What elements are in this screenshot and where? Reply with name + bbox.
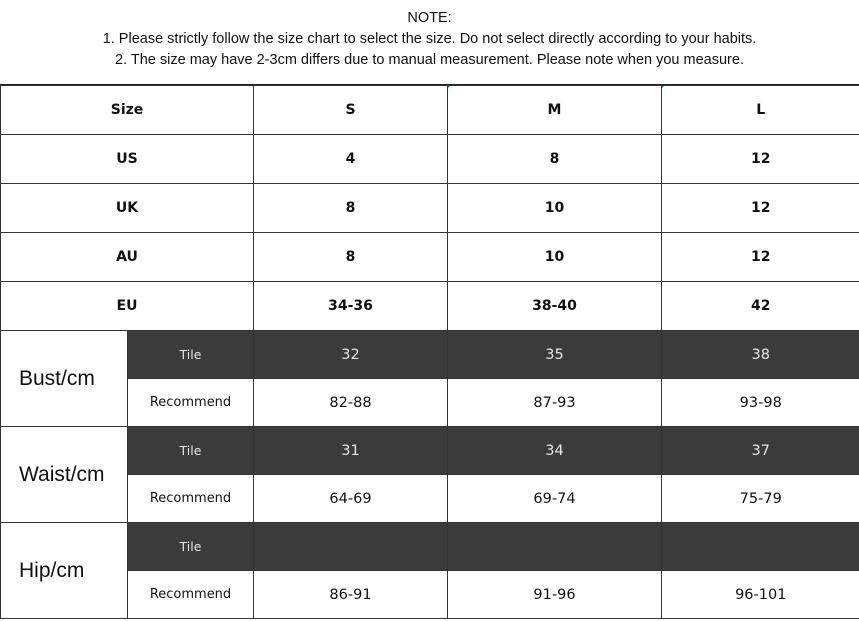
recommend-value: 96-101 (662, 571, 859, 619)
region-value: 10 (448, 184, 662, 233)
tile-label: Tile (128, 427, 254, 475)
waist-label: Waist/cm (1, 427, 128, 523)
tile-label: Tile (128, 523, 254, 571)
size-header-row (1, 86, 859, 135)
region-value: 12 (662, 184, 859, 233)
recommend-label: Recommend (128, 571, 254, 619)
tile-value: 38 (662, 331, 859, 379)
note-line-1: 1. Please strictly follow the size chart to select the size. Do not select directly according to your habits. (102, 31, 757, 47)
waist-tile-row (1, 427, 859, 475)
tile-value (448, 523, 662, 571)
size-s-header: S (254, 86, 448, 135)
note-title: NOTE: (407, 10, 452, 26)
recommend-value: 64-69 (254, 475, 448, 523)
recommend-value: 91-96 (448, 571, 662, 619)
tile-value: 34 (448, 427, 662, 475)
hip-tile-row (1, 523, 859, 571)
recommend-value: 93-98 (662, 379, 859, 427)
note-line-2: 2. The size may have 2-3cm differs due to manual measurement. Please note when you measure. (115, 52, 744, 68)
region-value: 34-36 (254, 282, 448, 331)
region-value: 12 (662, 135, 859, 184)
region-label: AU (1, 233, 254, 282)
region-label: UK (1, 184, 254, 233)
tile-label: Tile (128, 331, 254, 379)
recommend-value: 69-74 (448, 475, 662, 523)
bust-recommend-row (1, 379, 859, 427)
recommend-value: 86-91 (254, 571, 448, 619)
size-note (0, 0, 859, 85)
hip-recommend-row (1, 571, 859, 619)
hip-label: Hip/cm (1, 523, 128, 619)
region-value: 8 (448, 135, 662, 184)
bust-label: Bust/cm (1, 331, 128, 427)
tile-value: 35 (448, 331, 662, 379)
recommend-value: 87-93 (448, 379, 662, 427)
region-row-uk (1, 184, 859, 233)
recommend-label: Recommend (128, 475, 254, 523)
recommend-value: 82-88 (254, 379, 448, 427)
recommend-label: Recommend (128, 379, 254, 427)
bust-tile-row (1, 331, 859, 379)
region-value: 8 (254, 233, 448, 282)
region-value: 8 (254, 184, 448, 233)
region-row-us (1, 135, 859, 184)
region-label: EU (1, 282, 254, 331)
waist-recommend-row (1, 475, 859, 523)
region-value: 38-40 (448, 282, 662, 331)
tile-value (254, 523, 448, 571)
size-m-header: M (448, 86, 662, 135)
size-l-header: L (662, 86, 859, 135)
tile-value: 32 (254, 331, 448, 379)
size-chart-table (0, 85, 859, 619)
region-value: 4 (254, 135, 448, 184)
tile-value: 37 (662, 427, 859, 475)
region-row-eu (1, 282, 859, 331)
region-value: 42 (662, 282, 859, 331)
recommend-value: 75-79 (662, 475, 859, 523)
size-header-label: Size (1, 86, 254, 135)
region-value: 10 (448, 233, 662, 282)
region-row-au (1, 233, 859, 282)
tile-value (662, 523, 859, 571)
region-value: 12 (662, 233, 859, 282)
tile-value: 31 (254, 427, 448, 475)
region-label: US (1, 135, 254, 184)
